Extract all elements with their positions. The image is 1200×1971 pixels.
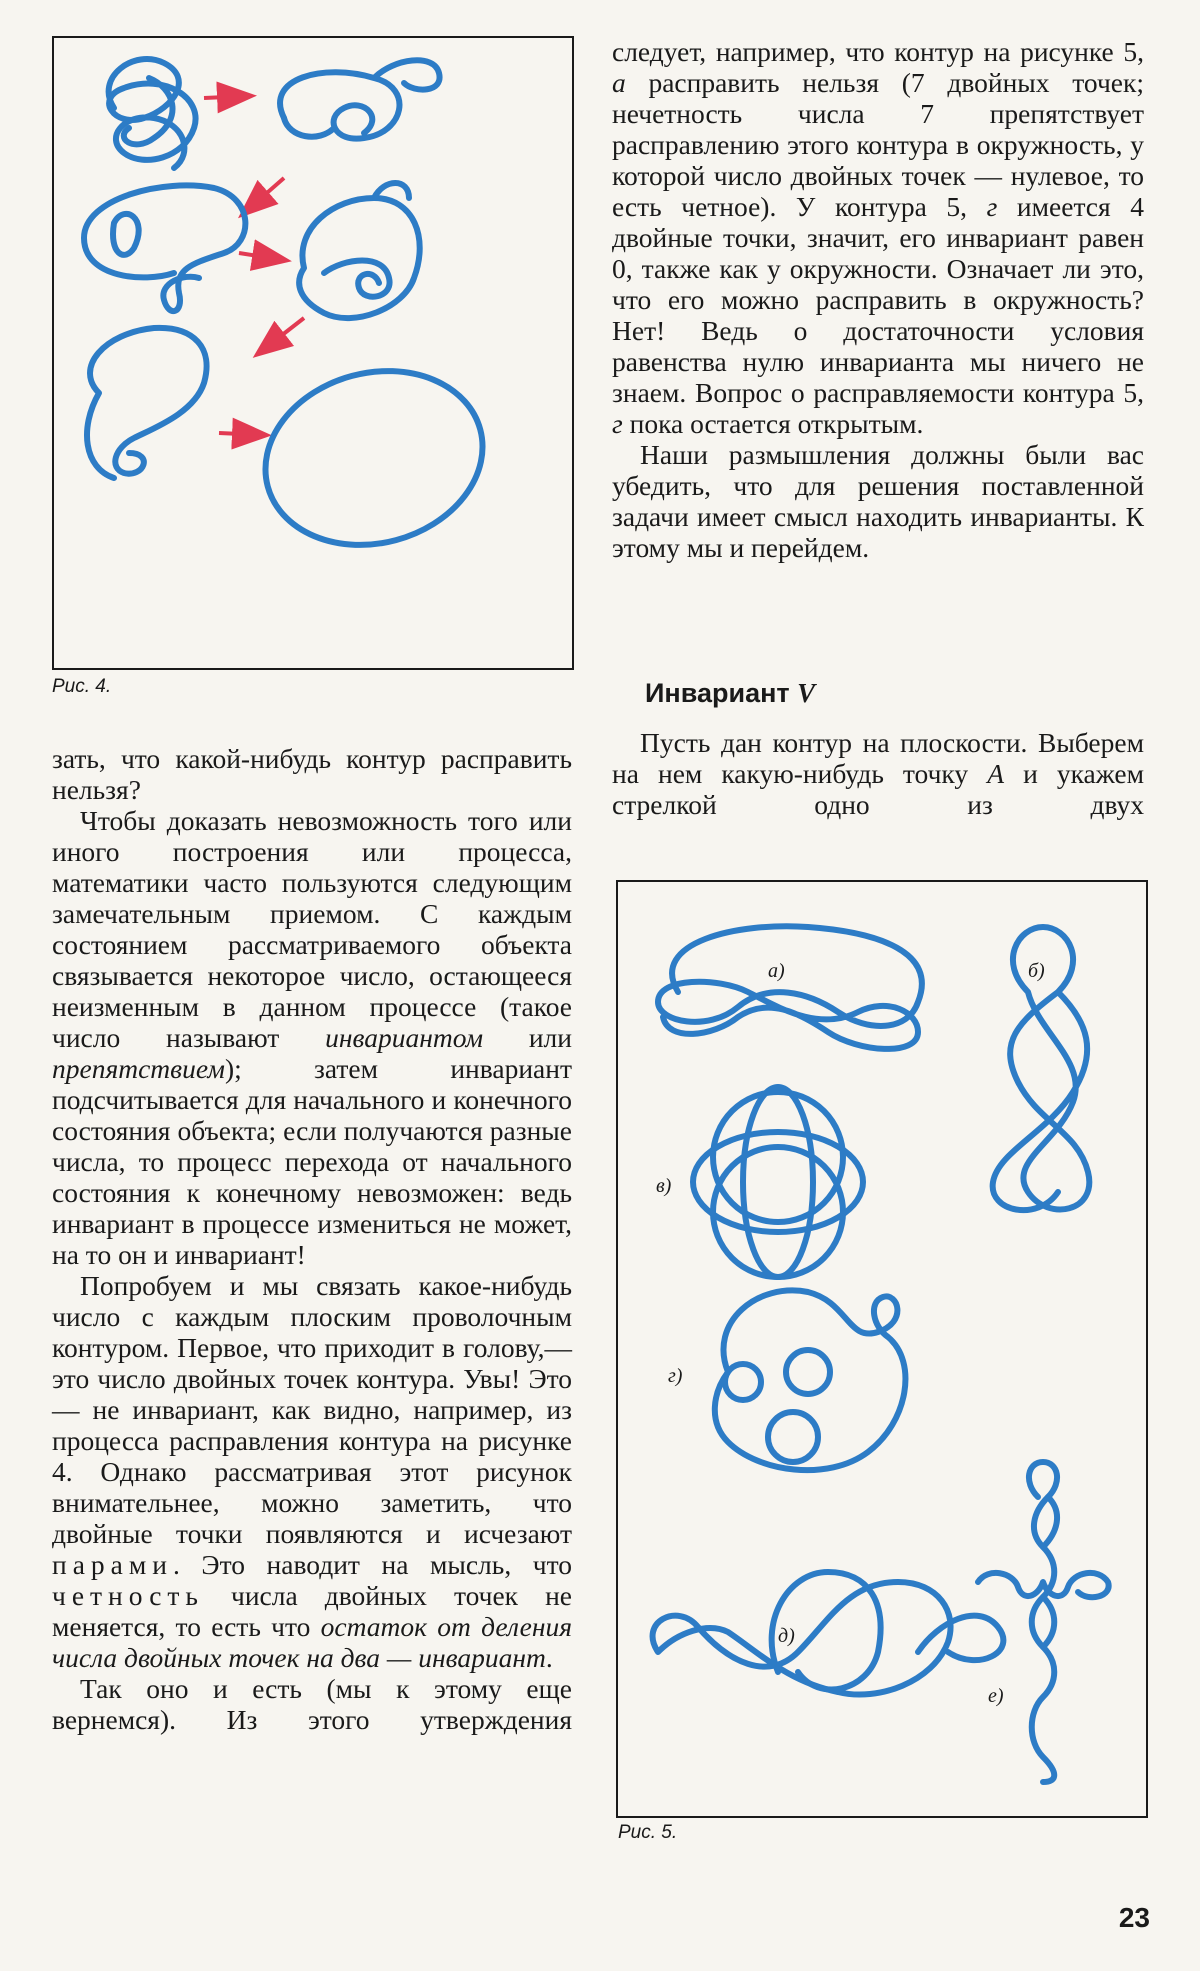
paragraph: Наши размышления должны были вас убедить, что для решения поставленной задачи имеет смысл находить инварианты. К этому мы и перейдем. — [612, 439, 1144, 563]
knot-v — [693, 1087, 863, 1277]
figure-4-drawing — [54, 38, 572, 668]
arrow-3 — [239, 253, 284, 260]
paragraph: Пусть дан контур на плоскости. Выберем на нем какую-нибудь точку A и укажем стрелкой одно из двух — [612, 727, 1144, 820]
label-a: а) — [768, 960, 785, 982]
figure-4 — [52, 36, 574, 670]
figure-5-drawing — [618, 882, 1146, 1816]
figure-5-caption: Рис. 5. — [618, 1822, 678, 1843]
label-v: в) — [656, 1175, 672, 1197]
section-heading: Инвариант V — [645, 678, 816, 708]
arrow-4 — [259, 318, 304, 353]
knot-a — [658, 926, 922, 1049]
figure-5 — [616, 880, 1148, 1818]
paragraph: Чтобы доказать невозможность того или иного построения или процесса, математики часто пользуются следующим замечательным приемом. С каждым состоянием рассматриваемого объекта связывается некоторое число, остающееся неизменным в данном процессе (такое число называют инвариантом или препятствием); затем инвариант подсчитывается для начального и конечного состояния объекта; если получаются разные числа, то процесс перехода от начального состояния к конечному невозможен: ведь инвариант в процессе измениться не может, на то он и инвариант! — [52, 805, 572, 1270]
knot-d — [653, 1572, 1004, 1695]
page-number: 23 — [1118, 1902, 1150, 1933]
label-g: г) — [668, 1365, 683, 1387]
paragraph: следует, например, что контур на рисунке 5, а расправить нельзя (7 двойных точек; нечетность числа 7 препятствует расправлению этого контура в окружность, у которой число двойных точек — нулевое, то есть четное). У контура 5, г имеется 4 двойные точки, значит, его инвариант равен 0, также как у окружности. Означает ли это, что его можно расправить в окружность? Нет! Ведь о достаточности условия равенства нулю инварианта мы ничего не знаем. Вопрос о расправляемости контура 5, г пока остается открытым. — [612, 36, 1144, 439]
arrow-1 — [204, 96, 249, 98]
arrow-5 — [219, 433, 264, 435]
paragraph: Так оно и есть (мы к этому еще вернемся). Из этого утверждения — [52, 1673, 572, 1735]
contour-step-5 — [87, 328, 207, 478]
label-e: е) — [988, 1685, 1004, 1707]
knot-g — [715, 1290, 906, 1470]
right-column-top — [612, 36, 1144, 563]
figure-4-caption: Рис. 4. — [52, 676, 112, 697]
knot-e — [978, 1462, 1109, 1782]
label-b: б) — [1028, 960, 1045, 982]
left-column — [52, 743, 572, 1735]
contour-step-3 — [84, 185, 245, 311]
label-d: д) — [778, 1625, 795, 1647]
paragraph: зать, что какой-нибудь контур расправить нельзя? — [52, 743, 572, 805]
contour-step-1 — [109, 59, 196, 168]
right-column-bottom — [612, 727, 1144, 820]
paragraph: Попробуем и мы связать какое-нибудь число с каждым плоским проволочным контуром. Первое, что приходит в голову,— это число двойных точек контура. Увы! Это — не инвариант, как видно, например, из процесса расправления контура на рисунке 4. Однако рассматривая этот рисунок внимательнее, можно заметить, что двойные точки появляются и исчезают парами. Это наводит на мысль, что четность числа двойных точек не меняется, то есть что остаток от деления числа двойных точек на два — инвариант. — [52, 1270, 573, 1673]
contour-step-2 — [280, 60, 440, 138]
contour-circle — [246, 347, 503, 568]
arrow-2 — [244, 178, 284, 213]
contour-step-4 — [299, 183, 420, 318]
